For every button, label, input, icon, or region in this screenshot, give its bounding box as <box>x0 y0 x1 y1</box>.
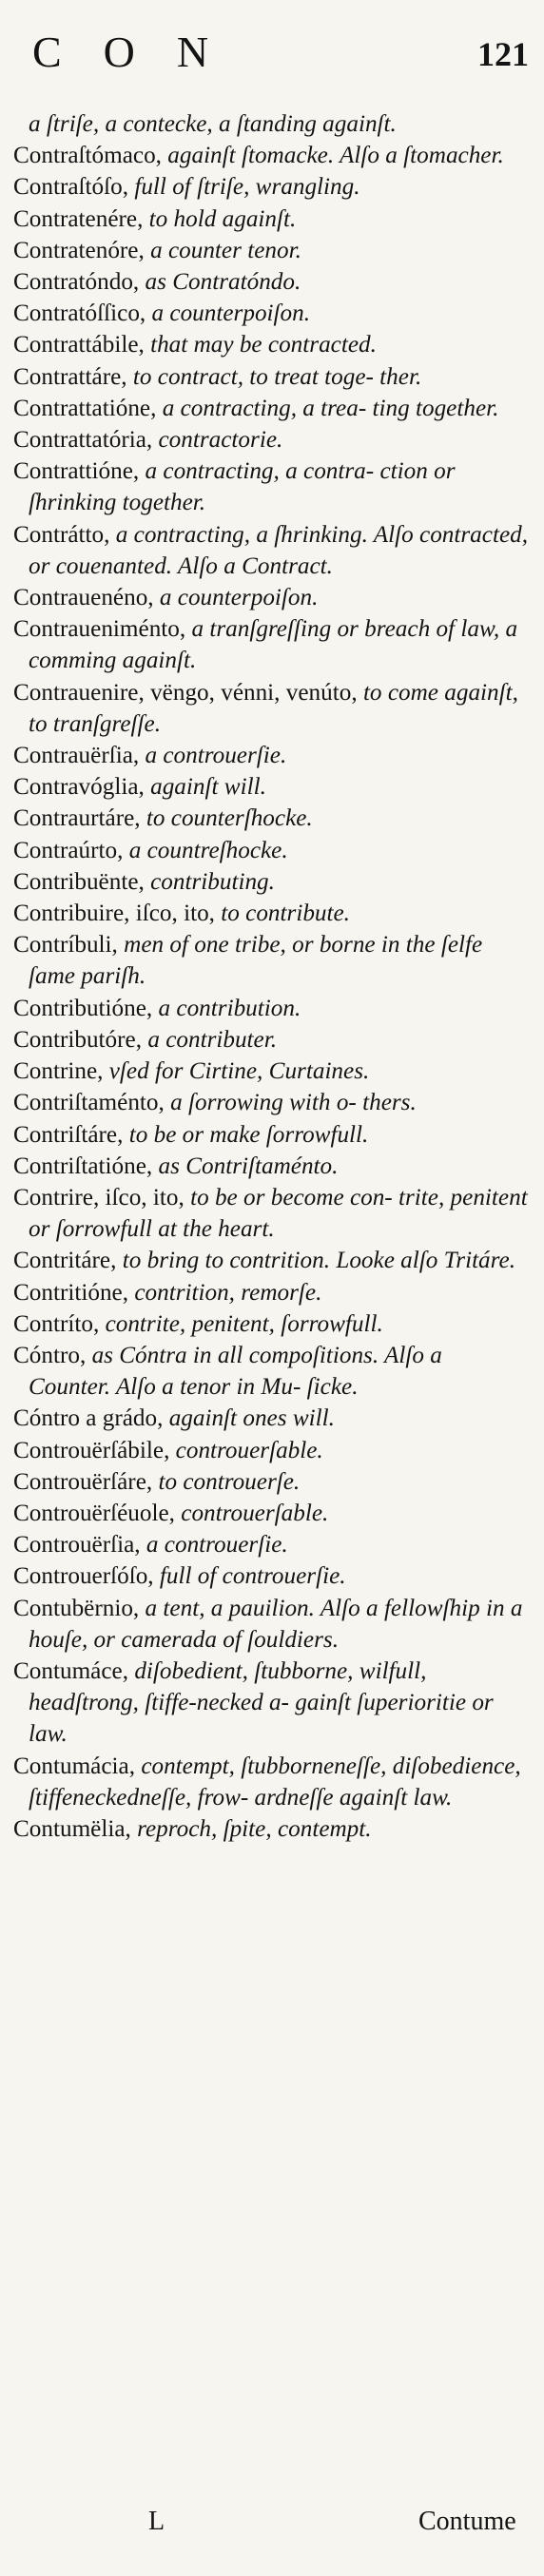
entry-headword: Contrauenéno, <box>13 585 160 611</box>
entry-definition: vſed for Cirtine, Curtaines. <box>108 1058 370 1085</box>
dictionary-entry <box>13 740 529 771</box>
entry-definition: contempt, ſtubborneneſſe, diſobedience, ſtiffeneckedneſſe, frow- ardneſſe againſt law. <box>29 1753 521 1811</box>
entry-definition: to be or make ſorrowfull. <box>128 1121 369 1148</box>
entry-definition: a controuerſie. <box>146 1532 288 1559</box>
dictionary-entry <box>13 1340 529 1403</box>
entry-definition: againſt will. <box>150 774 266 801</box>
entry-headword: Contriſtatióne, <box>13 1152 159 1179</box>
entry-headword: Contrine, <box>13 1058 109 1085</box>
dictionary-entry <box>13 866 529 898</box>
entry-definition: controuerſable. <box>175 1437 323 1463</box>
entry-definition: a ſtriſe, a contecke, a ſtanding againſt. <box>29 111 397 137</box>
entry-definition: contrition, remorſe. <box>134 1279 322 1306</box>
entry-headword: Contratóndo, <box>13 269 146 296</box>
dictionary-entry <box>13 1813 529 1845</box>
entry-headword: Contumáce, <box>13 1657 135 1684</box>
dictionary-entry <box>13 266 529 298</box>
entry-headword: Contubërnio, <box>13 1595 146 1621</box>
entry-headword: Contraurtáre, <box>13 805 146 832</box>
dictionary-entry <box>13 1435 529 1466</box>
dictionary-entry <box>13 929 529 992</box>
dictionary-entry <box>13 613 529 676</box>
entry-headword: Contravóglia, <box>13 774 151 801</box>
dictionary-entry <box>13 1119 529 1151</box>
entry-headword: Cóntro a grádo, <box>13 1405 169 1432</box>
entry-definition: diſobedient, ſtubborne, wilfull, headſtrong, ſtiffe-necked a- gainſt ſuperioritie or law. <box>29 1657 494 1748</box>
entry-definition: contrite, penitent, ſorrowfull. <box>105 1310 383 1337</box>
dictionary-entry <box>13 582 529 613</box>
dictionary-entry <box>13 171 529 203</box>
entry-definition: a ſorrowing with o- thers. <box>170 1090 417 1116</box>
dictionary-entry <box>13 424 529 455</box>
entry-headword: Contritáre, <box>13 1248 123 1274</box>
entry-headword: Contributóre, <box>13 1026 148 1053</box>
dictionary-entry <box>13 993 529 1024</box>
catchword: Contume <box>418 2507 516 2536</box>
dictionary-entry <box>13 1403 529 1434</box>
dictionary-entry <box>13 803 529 834</box>
entry-definition: a contracting, a ſhrinking. Alſo contracted, or couenanted. Alſo a Contract. <box>29 521 529 579</box>
entry-definition: full of controuerſie. <box>159 1563 346 1590</box>
entry-definition: full of ſtriſe, wrangling. <box>134 174 360 201</box>
entry-headword: Contraúrto, <box>13 837 129 863</box>
entry-definition: a contracting, a contra- ction or ſhrinking together. <box>29 458 456 516</box>
entry-headword: Contritióne, <box>13 1279 135 1306</box>
entry-definition: to hold againſt. <box>148 205 297 232</box>
dictionary-entry <box>13 835 529 866</box>
entry-headword: Controuërſábile, <box>13 1437 176 1463</box>
entry-headword: Controuërſáre, <box>13 1468 159 1495</box>
entry-headword: Controuërſéuole, <box>13 1500 182 1526</box>
dictionary-entry <box>13 1024 529 1056</box>
entry-definition: to counterſhocke. <box>146 805 313 832</box>
entry-definition: a countreſhocke. <box>128 837 288 863</box>
page-footer <box>0 2507 544 2548</box>
entry-definition: that may be contracted. <box>150 332 377 358</box>
entry-headword: Contríbuli, <box>13 932 125 959</box>
dictionary-entry <box>13 1593 529 1656</box>
dictionary-entry <box>13 108 529 140</box>
dictionary-entry <box>13 1277 529 1308</box>
dictionary-entry <box>13 140 529 171</box>
entry-definition: to be or become con- trite, penitent or ſorrowfull at the heart. <box>29 1184 528 1243</box>
entry-headword: Contrattatióne, <box>13 395 163 421</box>
dictionary-entry <box>13 1308 529 1340</box>
entry-definition: to contract, to treat toge- ther. <box>132 363 422 390</box>
dictionary-entry <box>13 519 529 582</box>
dictionary-entry <box>13 677 529 740</box>
entry-headword: Contraſtómaco, <box>13 143 168 169</box>
entry-headword: Contratenére, <box>13 205 149 232</box>
dictionary-entry <box>13 1245 529 1276</box>
entry-headword: Contrauërſia, <box>13 743 146 769</box>
entry-headword: Contumácia, <box>13 1753 142 1779</box>
entry-headword: Contrattatória, <box>13 427 159 454</box>
dictionary-entry <box>13 1056 529 1087</box>
entry-headword: Cóntro, <box>13 1342 92 1368</box>
dictionary-entry <box>13 361 529 393</box>
entry-headword: Contraſtóſo, <box>13 174 135 201</box>
entry-headword: Contriſtaménto, <box>13 1090 171 1116</box>
entry-definition: a counter tenor. <box>150 237 301 263</box>
dictionary-entry <box>13 1751 529 1813</box>
entry-headword: Contratenóre, <box>13 237 151 263</box>
dictionary-entry <box>13 1529 529 1560</box>
dictionary-entry <box>13 393 529 424</box>
dictionary-entry <box>13 455 529 518</box>
entry-headword: Contrattábile, <box>13 332 151 358</box>
entry-headword: Contratóſſico, <box>13 300 152 327</box>
dictionary-entry <box>13 1656 529 1751</box>
entry-definition: a counterpoiſon. <box>151 300 311 327</box>
dictionary-entry <box>13 329 529 360</box>
entry-definition: againſt ones will. <box>168 1405 335 1432</box>
entry-headword: Contrauenire, vëngo, vénni, venúto, <box>13 679 363 706</box>
entry-headword: Contrire, iſco, ito, <box>13 1184 191 1211</box>
page-header <box>0 27 544 84</box>
entry-definition: reproch, ſpite, contempt. <box>137 1815 372 1842</box>
dictionary-entry <box>13 1560 529 1592</box>
entry-definition: as Contriſtaménto. <box>158 1152 339 1179</box>
entry-headword: Contrátto, <box>13 521 116 548</box>
dictionary-entry <box>13 1182 529 1245</box>
entry-definition: controuerſable. <box>181 1500 329 1526</box>
entry-definition: as Contratóndo. <box>145 269 301 296</box>
entry-definition: to contribute. <box>221 901 350 927</box>
entry-headword: Controuërſia, <box>13 1532 146 1559</box>
entry-headword: Contrattáre, <box>13 363 133 390</box>
page-number: 121 <box>477 35 529 73</box>
entry-headword: Contributióne, <box>13 995 159 1021</box>
entry-definition: a contracting, a trea- ting together. <box>162 395 499 421</box>
entry-definition: a tent, a pauilion. Alſo a fellowſhip in a houſe, or camerada of ſouldiers. <box>29 1595 523 1653</box>
signature-mark: L <box>148 2507 165 2536</box>
dictionary-entry <box>13 1498 529 1529</box>
dictionary-entry <box>13 235 529 266</box>
dictionary-entry <box>13 1151 529 1182</box>
entry-definition: contributing. <box>150 868 275 895</box>
dictionary-entry <box>13 1087 529 1118</box>
entry-headword: Contumëlia, <box>13 1815 138 1842</box>
entry-definition: to bring to contrition. Looke alſo Tritáre. <box>122 1248 515 1274</box>
dictionary-entry <box>13 771 529 803</box>
dictionary-entry <box>13 898 529 929</box>
entry-headword: Controuerſóſo, <box>13 1563 160 1590</box>
entry-headword: Contribuënte, <box>13 868 151 895</box>
entry-definition: a tranſgreſſing or breach of law, a comming againſt. <box>29 616 518 674</box>
entry-definition: to come againſt, to tranſgreſſe. <box>29 679 518 737</box>
entry-definition: contractorie. <box>158 427 283 454</box>
entry-headword: Contriſtáre, <box>13 1121 129 1148</box>
dictionary-entry <box>13 1466 529 1498</box>
entry-headword: Contríto, <box>13 1310 106 1337</box>
entry-definition: to controuerſe. <box>158 1468 301 1495</box>
entry-definition: a contribution. <box>158 995 301 1021</box>
entry-definition: as Cóntra in all compoſitions. Alſo a Counter. Alſo a tenor in Mu- ſicke. <box>29 1342 442 1401</box>
running-head: CON <box>32 28 251 76</box>
entry-headword: Contrattióne, <box>13 458 146 485</box>
entry-definition: a controuerſie. <box>145 743 287 769</box>
entry-definition: a counterpoiſon. <box>159 585 319 611</box>
entry-list <box>13 108 529 1845</box>
dictionary-entry <box>13 203 529 235</box>
entry-headword: Contraueniménto, <box>13 616 192 643</box>
entry-definition: a contributer. <box>147 1026 278 1053</box>
entry-definition: men of one tribe, or borne in the ſelfe ſame pariſh. <box>29 932 483 990</box>
dictionary-entry <box>13 298 529 329</box>
entry-definition: againſt ſtomacke. Alſo a ſtomacher. <box>167 143 504 169</box>
entry-headword: Contribuire, iſco, ito, <box>13 901 222 927</box>
